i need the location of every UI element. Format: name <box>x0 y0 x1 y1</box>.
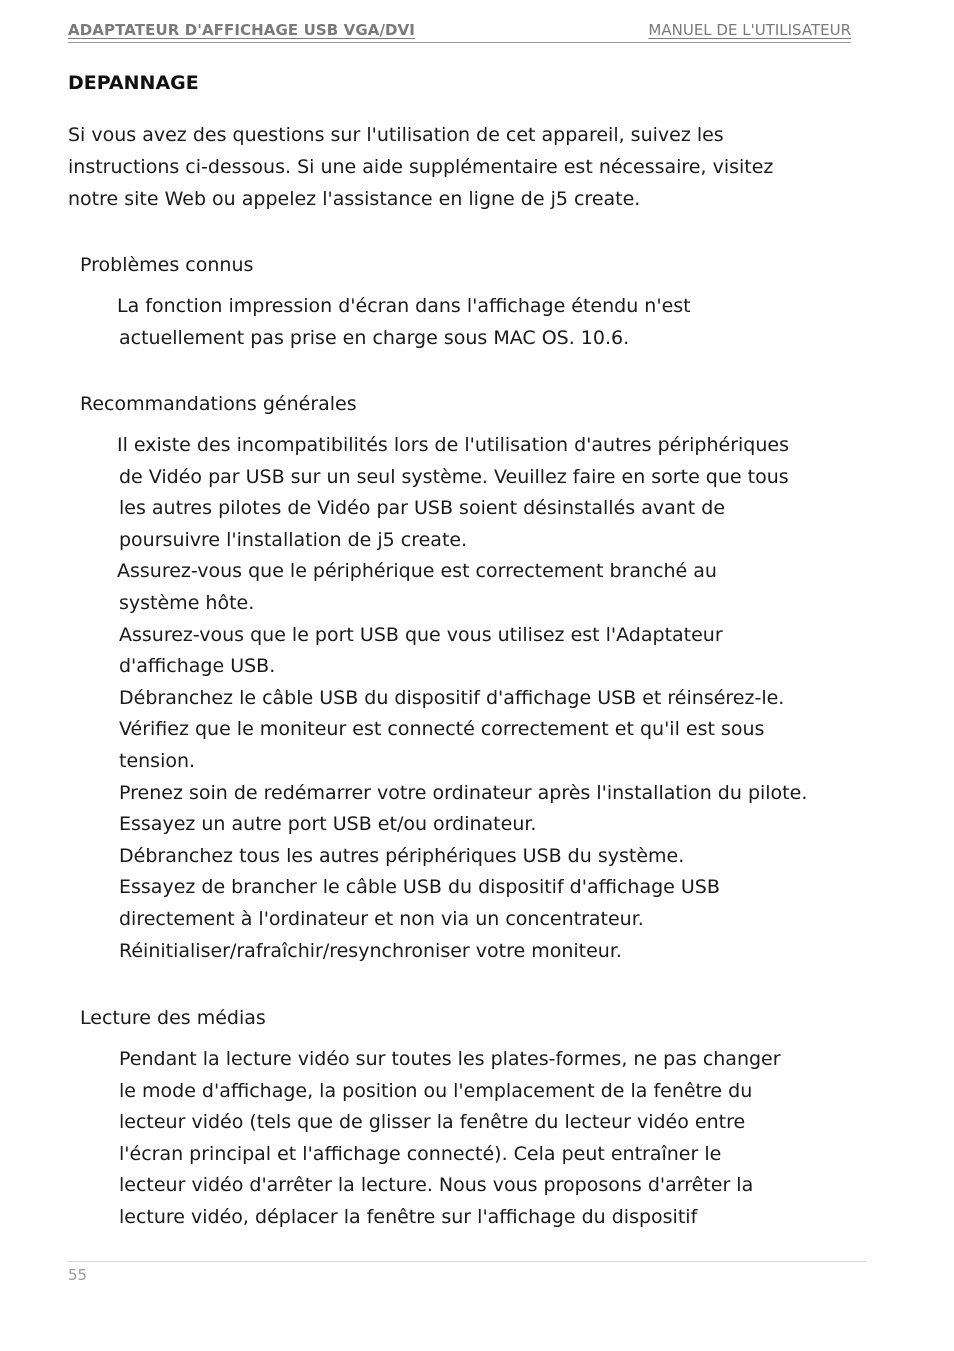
recommendation-line: Réinitialiser/rafraîchir/resynchroniser votre moniteur. <box>119 939 622 962</box>
known-line: actuellement pas prise en charge sous MAC OS. 10.6. <box>119 326 630 349</box>
media-playback-text <box>119 1044 909 1234</box>
recommendation-line: Débranchez le câble USB du dispositif d'affichage USB et réinsérez-le. <box>119 686 785 709</box>
recommendation-line: d'affichage USB. <box>119 655 276 678</box>
media-line: lecture vidéo, déplacer la fenêtre sur l'affichage du dispositif <box>119 1205 698 1228</box>
intro-paragraph <box>68 119 868 215</box>
recommendation-line: Vérifiez que le moniteur est connecté correctement et qu'il est sous <box>119 718 765 741</box>
known-line: La fonction impression d'écran dans l'affichage étendu n'est <box>117 295 691 317</box>
page-header <box>68 21 851 43</box>
heading-known-problems: Problèmes connus <box>80 254 254 276</box>
recommendation-line: système hôte. <box>119 591 255 614</box>
media-line: l'écran principal et l'affichage connecté). Cela peut entraîner le <box>119 1142 722 1165</box>
media-line: le mode d'affichage, la position ou l'emplacement de la fenêtre du <box>119 1079 753 1102</box>
general-recommendations-list <box>119 430 909 967</box>
recommendation-line: Essayez de brancher le câble USB du dispositif d'affichage USB <box>119 876 720 899</box>
recommendation-line: Essayez un autre port USB et/ou ordinateur. <box>119 813 537 836</box>
recommendation-line: Prenez soin de redémarrer votre ordinateur après l'installation du pilote. <box>119 781 808 804</box>
recommendation-line: Il existe des incompatibilités lors de l'utilisation d'autres périphériques <box>117 434 789 456</box>
recommendation-line: Assurez-vous que le port USB que vous utilisez est l'Adaptateur <box>119 623 723 646</box>
media-line: Pendant la lecture vidéo sur toutes les plates-formes, ne pas changer <box>119 1048 781 1070</box>
heading-general-recommendations: Recommandations générales <box>80 393 357 415</box>
known-problems-text <box>119 291 909 354</box>
recommendation-line: poursuivre l'installation de j5 create. <box>119 528 468 551</box>
section-title: DEPANNAGE <box>68 72 199 94</box>
header-product-title: ADAPTATEUR D'AFFICHAGE USB VGA/DVI <box>68 21 415 39</box>
intro-line: notre site Web ou appelez l'assistance en ligne de j5 create. <box>68 188 641 210</box>
footer-divider <box>68 1261 866 1262</box>
recommendation-line: tension. <box>119 749 196 772</box>
media-line: lecteur vidéo d'arrêter la lecture. Nous vous proposons d'arrêter la <box>119 1174 754 1197</box>
recommendation-line: Assurez-vous que le périphérique est correctement branché au <box>117 560 717 583</box>
header-manual-title: MANUEL DE L'UTILISATEUR <box>648 21 851 39</box>
heading-media-playback: Lecture des médias <box>80 1007 266 1029</box>
recommendation-line: de Vidéo par USB sur un seul système. Veuillez faire en sorte que tous <box>119 465 789 488</box>
media-line: lecteur vidéo (tels que de glisser la fenêtre du lecteur vidéo entre <box>119 1111 746 1134</box>
intro-line: Si vous avez des questions sur l'utilisation de cet appareil, suivez les <box>68 124 724 146</box>
recommendation-line: les autres pilotes de Vidéo par USB soient désinstallés avant de <box>119 497 726 520</box>
recommendation-line: directement à l'ordinateur et non via un concentrateur. <box>119 907 644 930</box>
intro-line: instructions ci-dessous. Si une aide supplémentaire est nécessaire, visitez <box>68 156 774 178</box>
page-number: 55 <box>68 1266 88 1284</box>
recommendation-line: Débranchez tous les autres périphériques USB du système. <box>119 844 685 867</box>
